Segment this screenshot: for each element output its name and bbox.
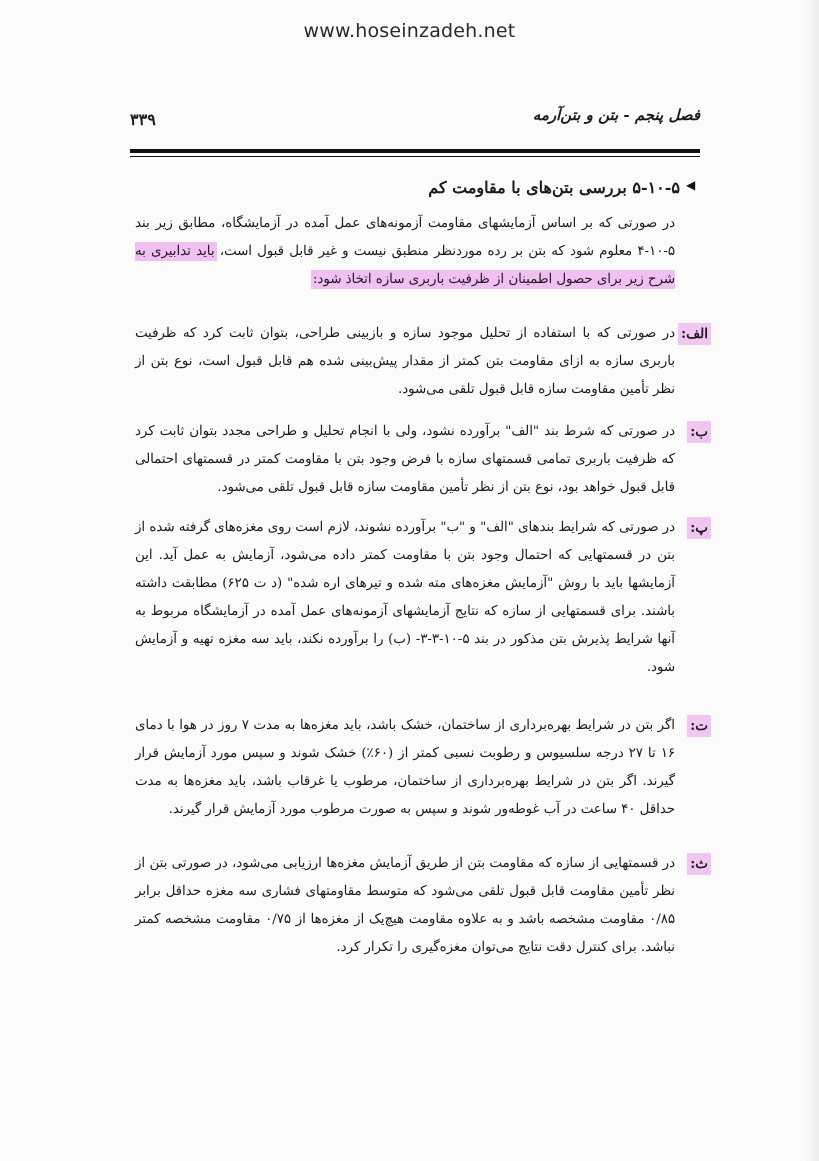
list-item-be	[135, 418, 708, 502]
item-text: در صورتی که شرط بند "الف" برآورده نشود، ولی با انجام تحلیل و طراحی مجدد بتوان ثابت کرد که ظرفیت باربری تمامی قسمتهای سازه با فرض وجود بتن با مقاومت کمتر در قسمتهای احتمالی قابل قبول خواهد بود، نوع بتن از نظر تأمین مقاومت سازه قابل قبول تلقی می‌شود.	[135, 424, 675, 495]
chapter-title: فصل پنجم - بتن و بتن‌آرمه	[532, 106, 700, 124]
list-item-alef	[135, 320, 708, 404]
header-rule-thin	[130, 156, 700, 157]
item-text: در صورتی که با استفاده از تحلیل موجود سازه و بازبینی طراحی، بتوان ثابت کرد که ظرفیت باربری سازه به ازای مقاومت بتن کمتر از مقدار پیش‌بینی شده هم قابل قبول است، نوع بتن از نظر تأمین مقاومت سازه قابل قبول تلقی می‌شود.	[135, 326, 675, 397]
item-text: در قسمتهایی از سازه که مقاومت بتن از طریق آزمایش مغزه‌ها ارزیابی می‌شود، در صورتی بتن از نظر تأمین مقاومت قابل قبول تلقی می‌شود که متوسط مقاومتهای فشاری سه مغزه حداقل برابر ۰/۸۵ مقاومت مشخصه باشد و به علاوه مقاومت هیچ‌یک از مغزه‌ها از ۰/۷۵ مقاومت مشخصه کمتر نباشد. برای کنترل دقت نتایج می‌توان مغزه‌گیری را تکرار کرد.	[135, 856, 675, 955]
highlighted-text: باید تدابیری به شرح زیر برای حصول اطمینان از ظرفیت باربری سازه اتخاذ شود:	[135, 244, 675, 287]
list-item-te	[135, 712, 708, 824]
intro-text: در صورتی که بر اساس آزمایشهای مقاومت آزمونه‌های عمل آمده در آزمایشگاه، مطابق زیر بند ۵-۱۰-۴ معلوم شود که بتن بر رده موردنظر منطبق نیست و غیر قابل قبول است،	[135, 216, 675, 259]
list-item-pe	[135, 514, 708, 682]
item-label: الف:	[678, 323, 711, 345]
section-heading: ۵-۱۰-۵ بررسی بتن‌های با مقاومت کم	[428, 178, 680, 197]
running-header	[130, 106, 700, 134]
item-text: در صورتی که شرایط بندهای "الف" و "ب" برآورده نشوند، لازم است روی مغزه‌های گرفته شده از بتن در قسمتهایی که احتمال وجود بتن با مقاومت کمتر داده می‌شود، آزمایش به عمل آید. این آزمایشها باید با روش "آزمایش مغزه‌های مته شده و تیرهای اره شده" (د ت ۶۲۵) مطابقت داشته باشند. برای قسمتهایی از سازه که نتایج آزمایشهای آزمونه‌های عمل آمده در آزمایشگاه مربوط به آنها شرایط پذیرش بتن مذکور در بند ۵-۱۰-۳-۳- (ب) را برآورده نکند، باید سه مغزه تهیه و آزمایش شود.	[135, 520, 676, 675]
scan-edge-shadow	[805, 0, 819, 1161]
item-text: اگر بتن در شرایط بهره‌برداری از ساختمان، خشک باشد، باید مغزه‌ها به مدت ۷ روز در هوا با دمای ۱۶ تا ۲۷ درجه سلسیوس و رطوبت نسبی کمتر از (۶۰٪) خشک شوند و سپس مورد آزمایش قرار گیرند. اگر بتن در شرایط بهره‌برداری از ساختمان، مرطوب یا غرقاب باشد، باید مغزه‌ها به مدت حداقل ۴۰ ساعت در آب غوطه‌ور شوند و سپس به صورت مرطوب مورد آزمایش قرار گیرند.	[135, 718, 675, 817]
item-label: ت:	[687, 715, 711, 737]
page-number: ۳۳۹	[130, 110, 156, 129]
item-label: پ:	[687, 517, 711, 539]
section-marker-icon: ◀	[686, 178, 696, 192]
list-item-se	[135, 850, 708, 962]
header-rule-thick	[130, 149, 700, 153]
intro-paragraph	[135, 210, 675, 294]
item-label: ب:	[687, 421, 711, 443]
website-watermark: www.hoseinzadeh.net	[303, 20, 516, 42]
item-label: ث:	[687, 853, 711, 875]
